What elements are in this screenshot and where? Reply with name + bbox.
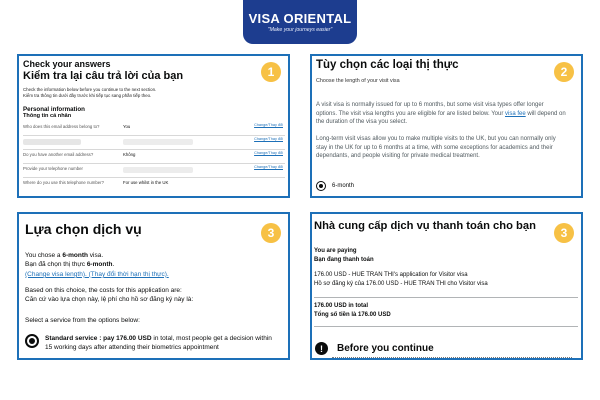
visa-length-option[interactable] [316,181,354,191]
warning-icon: ! [315,342,328,355]
option-label: 6-month [332,183,355,189]
cost-intro-en: Based on this choice, the costs for this application are: [25,287,182,294]
choice-en [25,251,285,260]
total-vi: Tổng số tiền là 176.00 USD [314,312,391,318]
info-text: A visit visa is normally issued for up to 6 months, but some visit visa types offer longer options. The visit visa lengths you are eligible for are listed below. Your [316,102,544,117]
page-title-en: Check your answers [23,59,111,69]
visa-length-panel [310,54,583,198]
intro-en: Check the information below before you continue to the next section. [23,87,157,92]
row-question: Provide your telephone number [23,166,83,171]
choice-summary [25,251,285,279]
visa-fee-link[interactable]: visa fee [505,110,526,117]
paying-label-vi: Bạn đang thanh toán [314,257,374,263]
total-en: 176.00 USD in total [314,303,369,309]
truncated-text [332,357,572,360]
row-question: Do you have another email address? [23,152,94,157]
application-en: 176.00 USD - HUE TRAN THI's application for Visitor visa [314,272,468,278]
redacted-question [23,139,81,145]
payment-panel [310,212,583,360]
cost-intro-vi: Căn cứ vào lựa chọn này, lệ phí cho hồ sơ đăng ký này là: [25,296,194,304]
radio-selected-icon[interactable] [316,181,326,191]
redacted-answer [123,139,193,145]
text: visa. [88,252,104,259]
answer-row [23,150,285,164]
divider [314,326,578,327]
intro-vi: Kiểm tra thông tin dưới đây trước khi tiếp tục sang phần tiếp theo. [23,93,152,99]
option-price: Standard service : pay 176.00 USD [45,335,152,342]
page-title: Tùy chọn các loại thị thực [316,59,459,71]
before-continue-heading: Before you continue [337,343,434,354]
step-badge: 1 [261,62,281,82]
answer-row [23,122,285,136]
change-visa-length-link[interactable]: (Change visa length). (Thay đổi thời hạn thị thực). [25,270,169,278]
info-paragraph [316,101,566,127]
visa-length-value: 6-month [62,252,88,259]
redacted-answer [123,167,193,173]
divider [314,297,578,298]
row-answer: For use whilst in the UK [123,180,169,185]
paying-label-en: You are paying [314,248,357,254]
option-detail: in total, most people get a decision within 15 working days after attending their biometrics appointment [45,335,272,352]
info-text: will depend on the duration of the visa you select. [316,110,566,126]
answer-row [23,178,285,192]
row-question: Where do you use this telephone number? [23,180,104,185]
answer-row [23,136,285,150]
change-link[interactable]: Change/Thay đổi [254,151,283,155]
cost-intro [25,286,285,305]
text: . [112,261,115,269]
section-title-vi: Thông tin cá nhân [23,113,72,119]
row-answer: You [123,124,131,129]
radio-selected-icon[interactable] [25,334,39,348]
section-title-en: Personal information [23,106,85,113]
text: You chose a [25,252,63,259]
long-term-paragraph: Long-term visit visas allow you to make multiple visits to the UK, but you can normally only stay in the UK for up to 6 months at a time, with some exceptions for academics and their dependants, and people visiting for private medical treatment. [316,136,556,160]
page-title: Nhà cung cấp dịch vụ thanh toán cho bạn [314,220,536,232]
brand-name: VISA ORIENTAL [248,10,352,26]
application-vi: Hồ sơ đăng ký của 176.00 USD - HUE TRAN THI cho Visitor visa [314,281,488,287]
step-badge: 3 [554,223,574,243]
check-answers-panel [17,54,290,198]
select-service-prompt: Select a service from the options below: [25,317,140,324]
brand-logo [243,0,357,44]
change-link[interactable]: Change/Thay đổi [254,137,283,141]
page-subtitle: Choose the length of your visit visa [316,78,400,84]
brand-tagline: "Make your journeys easier" [267,26,333,33]
change-link[interactable]: Change/Thay đổi [254,123,283,127]
answer-row [23,164,285,178]
visa-length-value: 6-month [86,261,113,269]
text: Bạn đã chọn thị thực [25,261,87,269]
service-choice-panel [17,212,290,360]
row-answer: Không [123,152,136,157]
page-title-vi: Kiểm tra lại câu trả lời của bạn [23,70,184,82]
step-badge: 3 [261,223,281,243]
choice-vi [25,260,285,269]
row-question: Who does this email address belong to? [23,124,100,129]
option-label [45,334,280,353]
change-link[interactable]: Change/Thay đổi [254,165,283,169]
before-continue-notice [315,342,434,355]
page-title: Lựa chọn dịch vụ [25,221,142,237]
step-badge: 2 [554,62,574,82]
intro-text [23,87,213,99]
standard-service-option[interactable] [25,334,280,353]
